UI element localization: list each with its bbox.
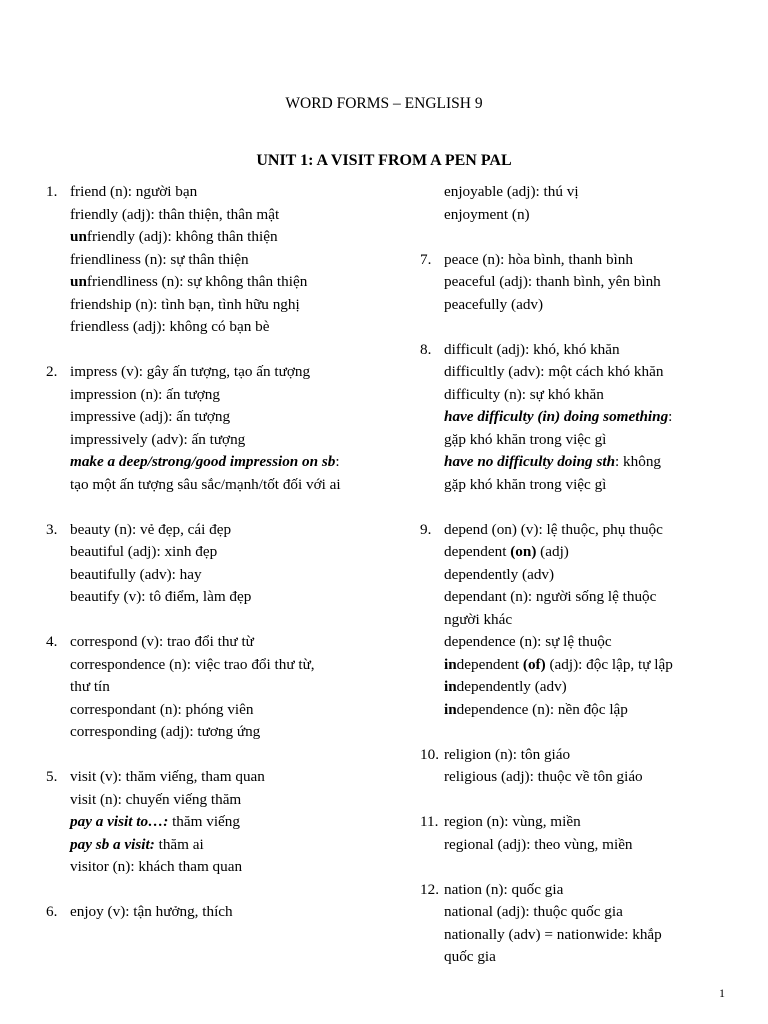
- word-line: dependant (n): người sống lệ thuộc: [444, 588, 657, 605]
- word-line: visit (n): chuyến viếng thăm: [70, 790, 242, 808]
- word-line: depend (on) (v): lệ thuộc, phụ thuộc: [444, 520, 663, 538]
- word-line: friendship (n): tình bạn, tình hữu nghị: [70, 295, 300, 313]
- phrase-meaning: thăm ai: [154, 835, 204, 853]
- bold-preposition: (on): [510, 543, 537, 560]
- document-title: WORD FORMS – ENGLISH 9: [285, 95, 483, 112]
- entry-number: 5.: [46, 768, 58, 785]
- entry-number: 12.: [420, 880, 439, 898]
- entry-4: [46, 631, 372, 744]
- entry-number: 7.: [420, 250, 432, 268]
- entry-number: 9.: [420, 520, 432, 538]
- bold-preposition: (of): [522, 655, 546, 673]
- word-line: người khác: [444, 610, 513, 628]
- word-line: enjoyable (adj): thú vị: [444, 183, 579, 200]
- entry-number: 11.: [420, 813, 439, 830]
- phrase-line: [70, 811, 372, 834]
- word-text: friendly (adj): không thân thiện: [86, 228, 278, 245]
- entry-7: [420, 249, 740, 317]
- entry-6: [46, 901, 372, 924]
- word-line: difficult (adj): khó, khó khăn: [444, 340, 620, 358]
- word-line: religion (n): tôn giáo: [444, 745, 571, 763]
- word-line: friend (n): người bạn: [70, 183, 198, 200]
- word-text: (adj): [536, 543, 569, 560]
- phrase-line: [70, 451, 350, 496]
- entry-number: 3.: [46, 520, 58, 538]
- word-line: [444, 654, 740, 677]
- bold-prefix: in: [444, 655, 457, 673]
- entry-5: [46, 766, 372, 879]
- word-line: friendless (adj): không có bạn bè: [70, 318, 270, 335]
- word-line: visitor (n): khách tham quan: [70, 858, 243, 875]
- left-column: [46, 181, 372, 924]
- entry-3: [46, 519, 372, 609]
- word-line: [444, 676, 740, 699]
- word-line: region (n): vùng, miền: [444, 813, 581, 830]
- bold-prefix: in: [444, 700, 457, 718]
- entry-number: 10.: [420, 745, 439, 763]
- word-line: beautify (v): tô điểm, làm đẹp: [70, 588, 252, 605]
- word-line: [70, 226, 372, 249]
- phrase-line: [444, 406, 740, 429]
- word-line: regional (adj): theo vùng, miền: [444, 835, 633, 853]
- phrase-line: [444, 451, 740, 474]
- phrase-meaning: : không: [615, 453, 662, 470]
- page-number: 1: [719, 986, 725, 1000]
- word-line: peaceful (adj): thanh bình, yên bình: [444, 273, 661, 290]
- phrase-line: [70, 834, 372, 857]
- entry-1: [46, 181, 372, 339]
- bold-phrase: pay sb a visit:: [70, 835, 155, 853]
- bold-phrase: pay a visit to…:: [70, 813, 169, 830]
- word-text: friendliness (n): sự không thân thiện: [86, 273, 308, 290]
- word-line: dependence (n): sự lệ thuộc: [444, 633, 612, 650]
- word-text: dependent: [444, 543, 511, 560]
- entry-number: 4.: [46, 633, 58, 650]
- bold-prefix: un: [70, 273, 87, 290]
- word-line: difficulty (n): sự khó khăn: [444, 385, 604, 403]
- word-text: dependent: [456, 655, 523, 673]
- entry-number: 8.: [420, 340, 432, 358]
- word-line: religious (adj): thuộc về tôn giáo: [444, 768, 643, 785]
- word-line: impressively (adv): ấn tượng: [70, 430, 246, 448]
- word-line: nation (n): quốc gia: [444, 880, 564, 898]
- bold-phrase: make a deep/strong/good impression on sb: [70, 453, 336, 470]
- word-line: impress (v): gây ấn tượng, tạo ấn tượng: [70, 363, 311, 380]
- bold-prefix: un: [70, 228, 87, 245]
- word-line: correspond (v): trao đổi thư từ: [70, 633, 254, 650]
- word-text: dependently (adv): [456, 678, 567, 695]
- word-line: enjoyment (n): [444, 205, 530, 223]
- word-line: beauty (n): vẻ đẹp, cái đẹp: [70, 520, 232, 538]
- word-line: correspondant (n): phóng viên: [70, 700, 254, 718]
- word-line: peacefully (adv): [444, 295, 544, 313]
- entry-12: [420, 879, 740, 969]
- word-line: nationally (adv) = nationwide: khắp: [444, 925, 662, 943]
- word-line: visit (v): thăm viếng, tham quan: [70, 768, 265, 785]
- phrase-meaning: : tạo một ấn tượng sâu sắc/mạnh/tốt đối với ai: [70, 453, 341, 493]
- word-line: friendly (adj): thân thiện, thân mật: [70, 205, 280, 223]
- entry-2: [46, 361, 372, 496]
- phrase-meaning-line: gặp khó khăn trong việc gì: [444, 430, 607, 448]
- entry-number: 2.: [46, 363, 58, 380]
- word-line: dependently (adv): [444, 565, 555, 583]
- unit-heading: UNIT 1: A VISIT FROM A PEN PAL: [256, 152, 512, 169]
- entry-number: 1.: [46, 183, 58, 200]
- word-line: [70, 271, 372, 294]
- entry-number: 6.: [46, 903, 58, 920]
- phrase-meaning: thăm viếng: [168, 813, 240, 830]
- word-text: (adj): độc lập, tự lập: [545, 655, 673, 673]
- word-line: impression (n): ấn tượng: [70, 385, 220, 403]
- word-line: quốc gia: [444, 948, 496, 965]
- word-line: [444, 541, 740, 564]
- bold-phrase: have no difficulty doing sth: [444, 453, 616, 470]
- entry-9: [420, 519, 740, 722]
- word-line: correspondence (n): việc trao đổi thư từ, thư tín: [70, 655, 315, 695]
- entry-11: [420, 811, 740, 856]
- word-line: impressive (adj): ấn tượng: [70, 408, 231, 425]
- word-line: difficultly (adv): một cách khó khăn: [444, 363, 664, 380]
- phrase-meaning-line: gặp khó khăn trong việc gì: [444, 475, 607, 493]
- bold-phrase: have difficulty (in) doing something: [444, 408, 669, 425]
- word-text: dependence (n): nền độc lập: [456, 700, 628, 718]
- entry-10: [420, 744, 740, 789]
- entry-6-continued: [420, 181, 740, 226]
- phrase-meaning: :: [668, 408, 673, 425]
- word-line: beautifully (adv): hay: [70, 565, 202, 583]
- word-line: corresponding (adj): tương ứng: [70, 723, 261, 740]
- entry-8: [420, 339, 740, 497]
- right-column: [420, 181, 740, 969]
- word-line: national (adj): thuộc quốc gia: [444, 903, 623, 920]
- word-line: peace (n): hòa bình, thanh bình: [444, 250, 633, 268]
- word-line: [444, 699, 740, 722]
- word-line: enjoy (v): tận hưởng, thích: [70, 903, 233, 920]
- word-line: friendliness (n): sự thân thiện: [70, 250, 249, 268]
- bold-prefix: in: [444, 678, 457, 695]
- word-line: beautiful (adj): xinh đẹp: [70, 543, 218, 560]
